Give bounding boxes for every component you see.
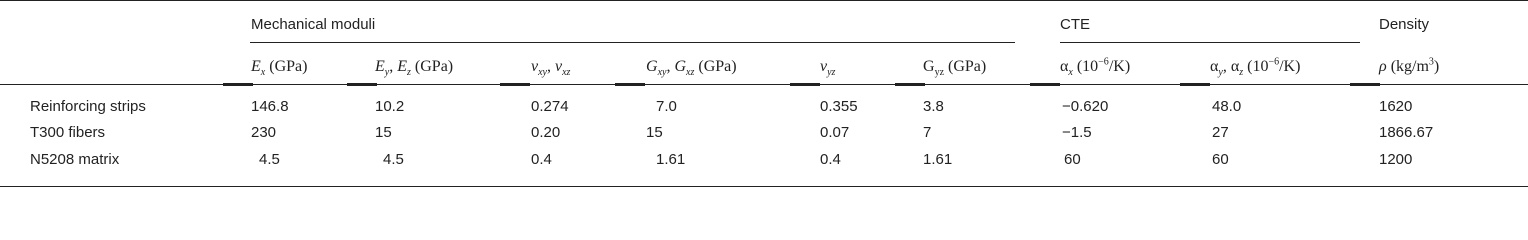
cell-gyz: 7 [923, 124, 932, 141]
col-header-gyz: $G_{yz}$ (GPa) [923, 58, 987, 79]
cell-ex: 4.5 [259, 151, 280, 168]
cell-gyz: 3.8 [923, 98, 944, 115]
cell-ey-ez: 15 [375, 124, 392, 141]
group-density: Density [1379, 16, 1430, 33]
row-label: Reinforcing strips [30, 98, 146, 115]
cell-ex: 230 [251, 124, 277, 141]
cell-vyz: 0.07 [820, 124, 850, 141]
header-tick [500, 83, 530, 86]
col-header-alpha-yz: $\alpha_y$, $\alpha_z$ $(10^{-6}/K)$ [1210, 56, 1301, 79]
cell-gxy-gxz: 15 [646, 124, 663, 141]
col-header-gxy-gxz: $G_{xy}$, $G_{xz}$ (GPa) [646, 58, 737, 79]
col-header-ey-ez: $E_y$, $E_z$ (GPa) [375, 58, 454, 79]
cell-density: 1620 [1379, 98, 1413, 115]
cell-gyz: 1.61 [923, 151, 953, 168]
cell-ex: 146.8 [251, 98, 289, 115]
header-tick [615, 83, 645, 86]
col-header-alpha-x: $\alpha_x$ $(10^{-6}/K)$ [1060, 56, 1131, 79]
header-tick [1350, 83, 1380, 86]
row-label: T300 fibers [30, 124, 106, 141]
group-cte: CTE [1060, 16, 1090, 33]
cell-density: 1866.67 [1379, 124, 1434, 141]
cte-rule [1060, 42, 1360, 43]
group-mechanical-moduli: Mechanical moduli [251, 16, 376, 33]
cell-alpha-yz: 60 [1212, 151, 1229, 168]
cell-gxy-gxz: 7.0 [656, 98, 677, 115]
col-header-vyz: $v_{yz}$ [820, 58, 836, 79]
cell-vyz: 0.355 [820, 98, 858, 115]
cell-alpha-yz: 48.0 [1212, 98, 1242, 115]
header-tick [790, 83, 820, 86]
col-header-rho: ρ $(kg/m^3)$ [1379, 56, 1440, 75]
cell-ey-ez: 10.2 [375, 98, 405, 115]
cell-density: 1200 [1379, 151, 1413, 168]
header-tick [1180, 83, 1210, 86]
top-rule [0, 0, 1528, 1]
cell-vxy-vxz: 0.274 [531, 98, 569, 115]
header-tick [223, 83, 253, 86]
header-tick [895, 83, 925, 86]
cell-vyz: 0.4 [820, 151, 841, 168]
header-tick [1030, 83, 1060, 86]
cell-alpha-x: −1.5 [1062, 124, 1092, 141]
cell-ey-ez: 4.5 [383, 151, 404, 168]
cell-alpha-x: −0.620 [1062, 98, 1109, 115]
header-tick [347, 83, 377, 86]
cell-vxy-vxz: 0.20 [531, 124, 561, 141]
row-label: N5208 matrix [30, 151, 120, 168]
col-header-vxy-vxz: $v_{xy}$, $v_{xz}$ [531, 58, 571, 79]
cell-gxy-gxz: 1.61 [656, 151, 686, 168]
bottom-rule [0, 186, 1528, 187]
col-header-ex: $E_x$ (GPa) [251, 58, 308, 79]
cell-alpha-yz: 27 [1212, 124, 1229, 141]
cell-alpha-x: 60 [1064, 151, 1081, 168]
mechanical-moduli-rule [250, 42, 1015, 43]
cell-vxy-vxz: 0.4 [531, 151, 552, 168]
